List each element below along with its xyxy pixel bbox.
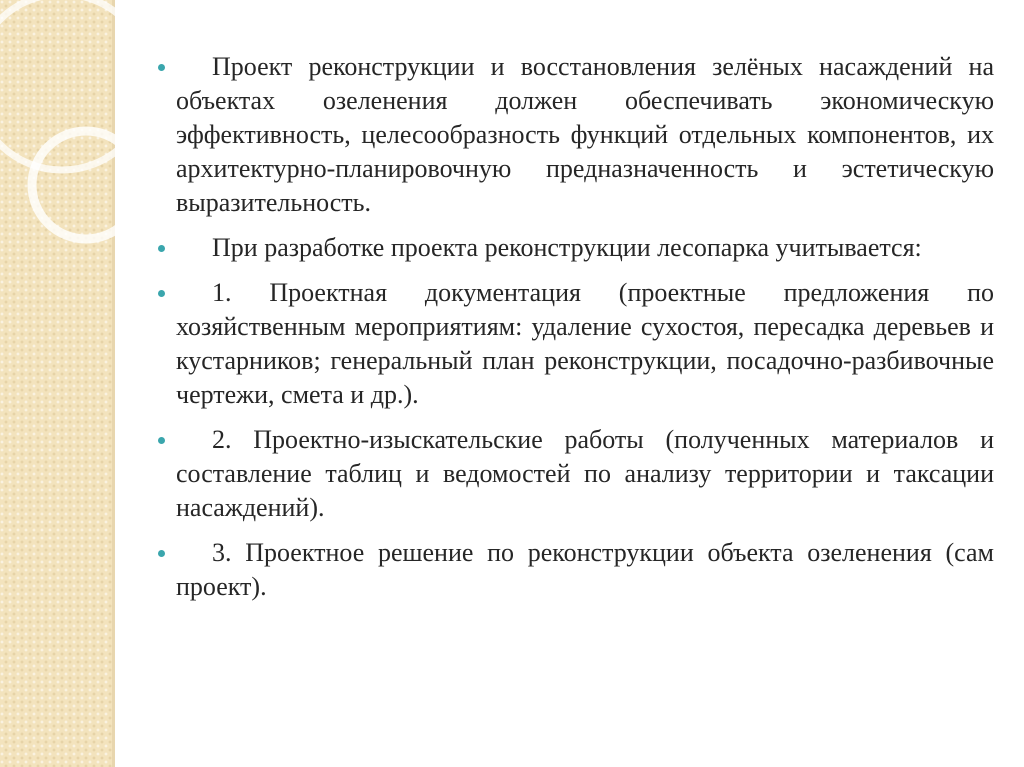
round-bullet-icon	[158, 245, 165, 252]
ring-lower-icon	[32, 131, 140, 239]
paragraph-text: При разработке проекта реконструкции лесопарка учитывается:	[212, 233, 922, 262]
paragraph-item-3	[176, 536, 994, 604]
round-bullet-icon	[158, 437, 165, 444]
paragraph-item-2	[176, 423, 994, 525]
paragraph-intro	[176, 50, 994, 220]
paragraph-item-1	[176, 276, 994, 412]
paragraph-considered	[176, 231, 994, 265]
paragraph-text: 3. Проектное решение по реконструкции объекта озеленения (сам проект).	[176, 538, 994, 601]
slide-body	[176, 50, 994, 615]
paragraph-text: 2. Проектно-изыскательские работы (полученных материалов и составление таблиц и ведомостей по анализу территории и таксации насаждений).	[176, 425, 994, 522]
round-bullet-icon	[158, 290, 165, 297]
round-bullet-icon	[158, 550, 165, 557]
paragraph-text: Проект реконструкции и восстановления зелёных насаждений на объектах озеленения должен обеспечивать экономическую эффективность, целесообразность функций отдельных компонентов, их архитектурно-планировочную предназначенность и эстетическую выразительность.	[176, 52, 994, 217]
decorative-rings-icon	[0, 0, 140, 320]
round-bullet-icon	[158, 64, 165, 71]
paragraph-text: 1. Проектная документация (проектные предложения по хозяйственным мероприятиям: удаление сухостоя, пересадка деревьев и кустарников; генеральный план реконструкции, посадочно-разбивочные чертежи, смета и др.).	[176, 278, 994, 409]
